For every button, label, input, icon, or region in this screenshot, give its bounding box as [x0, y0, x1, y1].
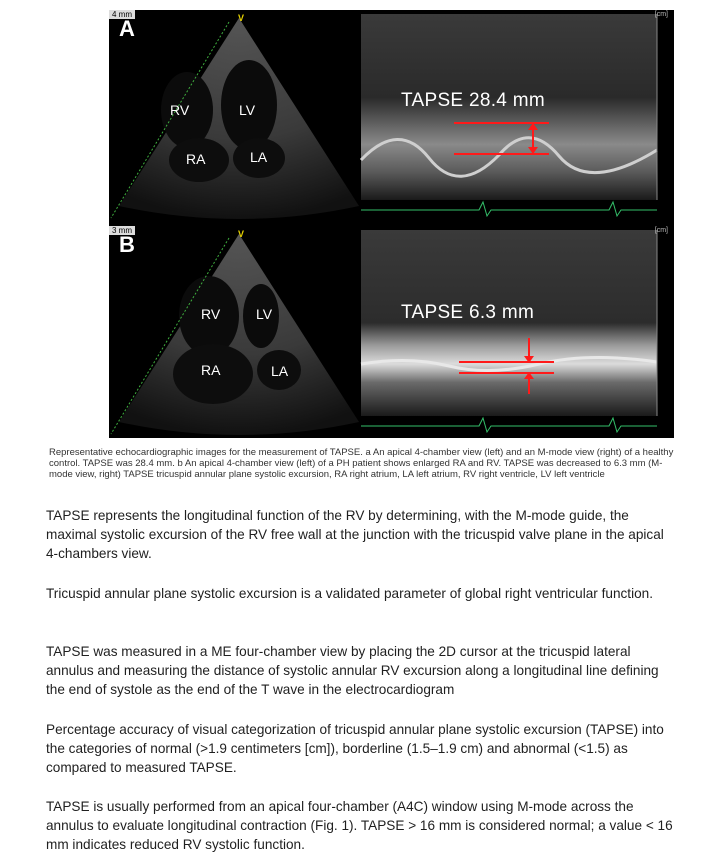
v-marker-a: V — [238, 13, 245, 23]
panel-letter-a: A — [119, 16, 135, 41]
label-la-a: LA — [250, 149, 268, 165]
label-rv-b: RV — [201, 306, 221, 322]
label-lv-b: LV — [256, 306, 273, 322]
scale-tag-b: 3 mm — [109, 226, 135, 235]
label-ra-b: RA — [201, 362, 221, 378]
tapse-value-b: TAPSE 6.3 mm — [401, 302, 535, 323]
panel-a — [109, 10, 674, 222]
scale-tag-a: 4 mm — [109, 10, 135, 19]
figure-caption: Representative echocardiographic images for the measurement of TAPSE. a An apical 4-chamber view (left) and an M-mode view (right) of a healthy control. TAPSE was 28.4 mm. b An apical 4-chamber view (left) of a PH patient shows enlarged RA and RV. TAPSE was decreased to 6.3 mm (M-mode view, right) TAPSE tricuspid annular plane systolic excursion, RA right atrium, LA left atrium, RV right ventricle, LV left ventricle — [49, 447, 674, 480]
paragraph-3: TAPSE was measured in a ME four-chamber view by placing the 2D cursor at the tricuspid lateral annulus and measuring the distance of systolic annular RV excursion along a longitudinal line defining the end of systole as the end of the T wave in the electrocardiogram — [46, 644, 659, 697]
label-ra-a: RA — [186, 151, 206, 167]
unit-a: [cm] — [654, 11, 668, 18]
echo-figure — [109, 10, 674, 438]
tapse-value-a: TAPSE 28.4 mm — [401, 90, 545, 111]
panel-b-graphics — [109, 226, 674, 438]
unit-b: [cm] — [654, 227, 668, 234]
sector-b — [119, 234, 359, 435]
label-la-b: LA — [271, 363, 289, 379]
paragraph-4: Percentage accuracy of visual categorization of tricuspid annular plane systolic excursion (TAPSE) into the categories of normal (>1.9 centimeters [cm]), borderline (1.5–1.9 cm) and abnormal (<1.5) as compared to measured TAPSE. — [46, 722, 664, 775]
panel-a-graphics — [109, 10, 674, 222]
ecg-trace-a — [361, 202, 657, 216]
paragraph-2: Tricuspid annular plane systolic excursion is a validated parameter of global right ventricular function. — [46, 586, 653, 601]
panel-letter-b: B — [119, 232, 135, 257]
label-rv-a: RV — [170, 102, 190, 118]
paragraph-5: TAPSE is usually performed from an apical four-chamber (A4C) window using M-mode across the annulus to evaluate longitudinal contraction (Fig. 1). TAPSE > 16 mm is considered normal; a value < 16 mm indicates reduced RV systolic function. — [46, 799, 673, 852]
ecg-trace-b — [361, 418, 657, 432]
label-lv-a: LV — [239, 102, 256, 118]
v-marker-b: V — [238, 229, 245, 239]
panel-b — [109, 226, 674, 438]
paragraph-1: TAPSE represents the longitudinal function of the RV by determining, with the M-mode guide, the maximal systolic excursion of the RV free wall at the junction with the tricuspid valve plane in the apical 4-chambers view. — [46, 508, 664, 561]
